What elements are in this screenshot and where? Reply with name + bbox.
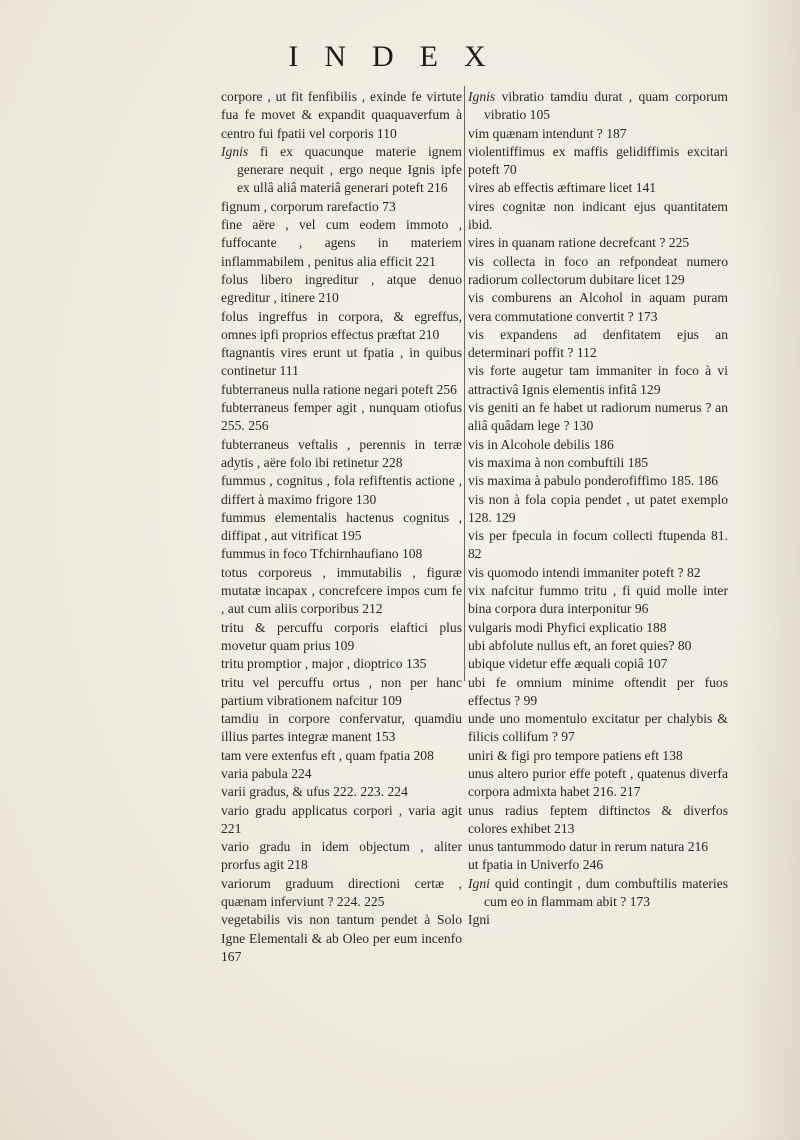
index-entry (468, 765, 728, 802)
index-entry (221, 838, 462, 875)
index-entry-text: vibratio tamdiu durat , quam corporum vibratio 105 (484, 89, 728, 123)
index-entry (221, 674, 462, 711)
index-entry-text: vis expandens ad denfitatem ejus an determinari poffit ? 112 (468, 326, 728, 361)
index-entry-text: fine aëre , vel cum eodem immoto , fuffocante , agens in materiem inflammabilem , penitus alia efficit 221 (221, 217, 462, 269)
index-entry-text: unus altero purior effe poteft , quatenus diverfa corpora admixta habet 216. 217 (468, 765, 728, 800)
index-entry (468, 198, 728, 235)
index-entry-text: vegetabilis vis non tantum pendet à Solo Igne Elementali & ab Oleo per eum incenfo 167 (221, 912, 462, 964)
index-entry-text: fummus in foco Tfchirnhaufiano 108 (221, 546, 423, 562)
index-entry (468, 125, 728, 143)
index-entry-text: fummus , cognitus , fola refiftentis actione , differt à maximo frigore 130 (221, 473, 462, 507)
index-entry-text: varia pabula 224 (221, 765, 312, 781)
index-entry (468, 875, 728, 912)
index-entry (221, 765, 462, 783)
index-entry-text: Igni (468, 912, 490, 928)
index-entry-text: fubterraneus femper agit , nunquam otiofus 255. 256 (221, 400, 462, 434)
index-entry-text: vix nafcitur fummo tritu , fi quid molle inter bina corpora dura interponitur 96 (468, 583, 728, 617)
column-divider (464, 86, 465, 681)
index-entry (221, 655, 462, 673)
index-entry (468, 856, 728, 874)
index-entry (468, 564, 728, 582)
index-entry (468, 710, 728, 747)
index-entry (468, 747, 728, 765)
index-entry (221, 783, 462, 801)
index-entry (468, 143, 728, 180)
index-entry-text: vis forte augetur tam immaniter in foco à vi attractivâ Ignis elementis infitâ 129 (468, 363, 728, 397)
index-entry-text: unde uno momentulo excitatur per chalybis & filicis collifum ? 97 (468, 711, 728, 745)
index-entry (468, 179, 728, 197)
index-keyword: Ignis (468, 89, 496, 104)
index-entry (221, 564, 462, 619)
index-entry-text: fignum , corporum rarefactio 73 (221, 198, 396, 214)
index-entry-text: vires ab effectis æftimare licet 141 (468, 180, 657, 196)
index-entry-text: folus ingreffus in corpora, & egreffus, omnes ipfi proprios effectus præftat 210 (221, 308, 462, 342)
index-entry-text: vario gradu in idem objectum , aliter prorfus agit 218 (221, 839, 462, 873)
index-entry-text: fubterraneus nulla ratione negari poteft 256 (221, 381, 457, 397)
index-entry-text: unus tantummodo datur in rerum natura 216 (468, 839, 709, 855)
index-entry (221, 143, 462, 198)
index-entry (468, 234, 728, 252)
index-entry-text: corpore , ut fit fenfibilis , exinde fe virtute fua fe movet & expandit quaquaverfum à centro fui fpatii vel corporis 110 (221, 89, 462, 141)
index-entry (468, 454, 728, 472)
right-column (468, 88, 728, 930)
index-entry-text: quid contingit , dum combuftilis materies cum eo in flammam abit ? 173 (484, 875, 728, 910)
index-entry-text: ftagnantis vires erunt ut fpatia , in quibus continetur 111 (221, 345, 462, 379)
index-entry-text: fi ex quacunque materie ignem generare nequit , ergo neque Ignis ipfe ex ullâ aliâ materiâ generari poteft 216 (237, 143, 462, 196)
page-header: INDEX (288, 40, 512, 73)
index-entry (221, 509, 462, 546)
index-entry (221, 436, 462, 473)
index-entry (468, 289, 728, 326)
index-entry-text: ubique videtur effe æquali copiâ 107 (468, 656, 668, 672)
index-entry (221, 747, 462, 765)
index-entry-text: vis maxima à pabulo ponderofiffimo 185. 186 (468, 473, 719, 489)
index-entry-text: totus corporeus , immutabilis , figuræ mutatæ incapax , concrefcere impos cum fe , aut cum aliis corporibus 212 (221, 564, 462, 617)
index-entry (221, 399, 462, 436)
index-entry-text: vis quomodo intendi immaniter poteft ? 82 (468, 564, 701, 580)
index-entry (468, 637, 728, 655)
index-entry (468, 399, 728, 436)
index-entry-text: vis comburens an Alcohol in aquam puram vera commutatione convertit ? 173 (468, 290, 728, 324)
index-entry-text: vis per fpecula in focum collecti ftupenda 81. 82 (468, 528, 728, 562)
index-entry (468, 655, 728, 673)
index-entry (221, 710, 462, 747)
page-edge-shadow (740, 0, 800, 1140)
index-entry-text: tritu promptior , major , dioptrico 135 (221, 656, 427, 672)
index-entry-text: folus libero ingreditur , atque denuo egreditur , itinere 210 (221, 271, 462, 306)
index-entry (221, 271, 462, 308)
index-entry-text: vis in Alcohole debilis 186 (468, 436, 614, 452)
index-entry (221, 198, 462, 216)
index-keyword: Igni (468, 875, 490, 891)
index-entry (468, 802, 728, 839)
index-entry (221, 88, 462, 143)
index-entry (468, 838, 728, 856)
index-entry-text: tritu vel percuffu ortus , non per hanc partium vibrationem nafcitur 109 (221, 674, 462, 708)
index-entry (468, 472, 728, 490)
index-entry-text: tam vere extenfus eft , quam fpatia 208 (221, 747, 434, 763)
index-entry (468, 491, 728, 528)
index-entry (468, 674, 728, 711)
index-entry (468, 253, 728, 290)
index-entry-text: fubterraneus veftalis , perennis in terræ adytis , aëre folo ibi retinetur 228 (221, 436, 462, 470)
index-entry-text: uniri & figi pro tempore patiens eft 138 (468, 747, 683, 763)
index-entry-text: vis collecta in foco an refpondeat numero radiorum collectorum dubitare licet 129 (468, 253, 728, 287)
index-entry (468, 582, 728, 619)
index-entry (468, 362, 728, 399)
index-entry (221, 216, 462, 271)
left-column (221, 88, 462, 966)
index-entry-text: vires cognitæ non indicant ejus quantitatem ibid. (468, 198, 728, 233)
index-entry-text: vulgaris modi Phyfici explicatio 188 (468, 619, 667, 635)
index-entry-text: violentiffimus ex maffis gelidiffimis excitari poteft 70 (468, 143, 728, 178)
index-entry-text: vim quænam intendunt ? 187 (468, 125, 627, 141)
index-entry (221, 545, 462, 563)
index-entry (221, 619, 462, 656)
index-entry-text: variorum graduum directioni certæ , quænam inferviunt ? 224. 225 (221, 875, 462, 910)
index-entry (468, 527, 728, 564)
index-keyword: Ignis (221, 143, 249, 159)
index-entry-text: vario gradu applicatus corpori , varia agit 221 (221, 802, 462, 836)
index-entry (468, 911, 728, 929)
index-entry-text: vis geniti an fe habet ut radiorum numerus ? an aliâ quâdam lege ? 130 (468, 400, 728, 434)
index-entry-text: vires in quanam ratione decrefcant ? 225 (468, 235, 690, 251)
index-entry (221, 875, 462, 912)
index-entry (221, 308, 462, 345)
index-entry-text: ut fpatia in Univerfo 246 (468, 857, 604, 873)
index-entry-text: varii gradus, & ufus 222. 223. 224 (221, 784, 408, 800)
index-entry-text: fummus elementalis hactenus cognitus , diffipat , aut vitrificat 195 (221, 509, 462, 544)
index-entry (221, 381, 462, 399)
index-entry-text: ubi abfolute nullus eft, an foret quies? 80 (468, 637, 692, 653)
index-entry (221, 802, 462, 839)
index-entry-text: unus radius feptem diftinctos & diverfos colores exhibet 213 (468, 802, 728, 836)
index-entry (221, 911, 462, 966)
index-entry-text: tritu & percuffu corporis elaftici plus movetur quam prius 109 (221, 619, 462, 653)
index-entry (468, 326, 728, 363)
index-entry (221, 344, 462, 381)
index-entry-text: vis maxima à non combuftili 185 (468, 454, 649, 470)
index-entry-text: ubi fe omnium minime oftendit per fuos effectus ? 99 (468, 674, 728, 708)
index-entry-text: vis non à fola copia pendet , ut patet exemplo 128. 129 (468, 491, 728, 525)
index-entry (468, 88, 728, 125)
index-entry (221, 472, 462, 509)
index-entry-text: tamdiu in corpore confervatur, quamdiu illius partes integræ manent 153 (221, 711, 462, 745)
index-entry (468, 619, 728, 637)
index-entry (468, 436, 728, 454)
